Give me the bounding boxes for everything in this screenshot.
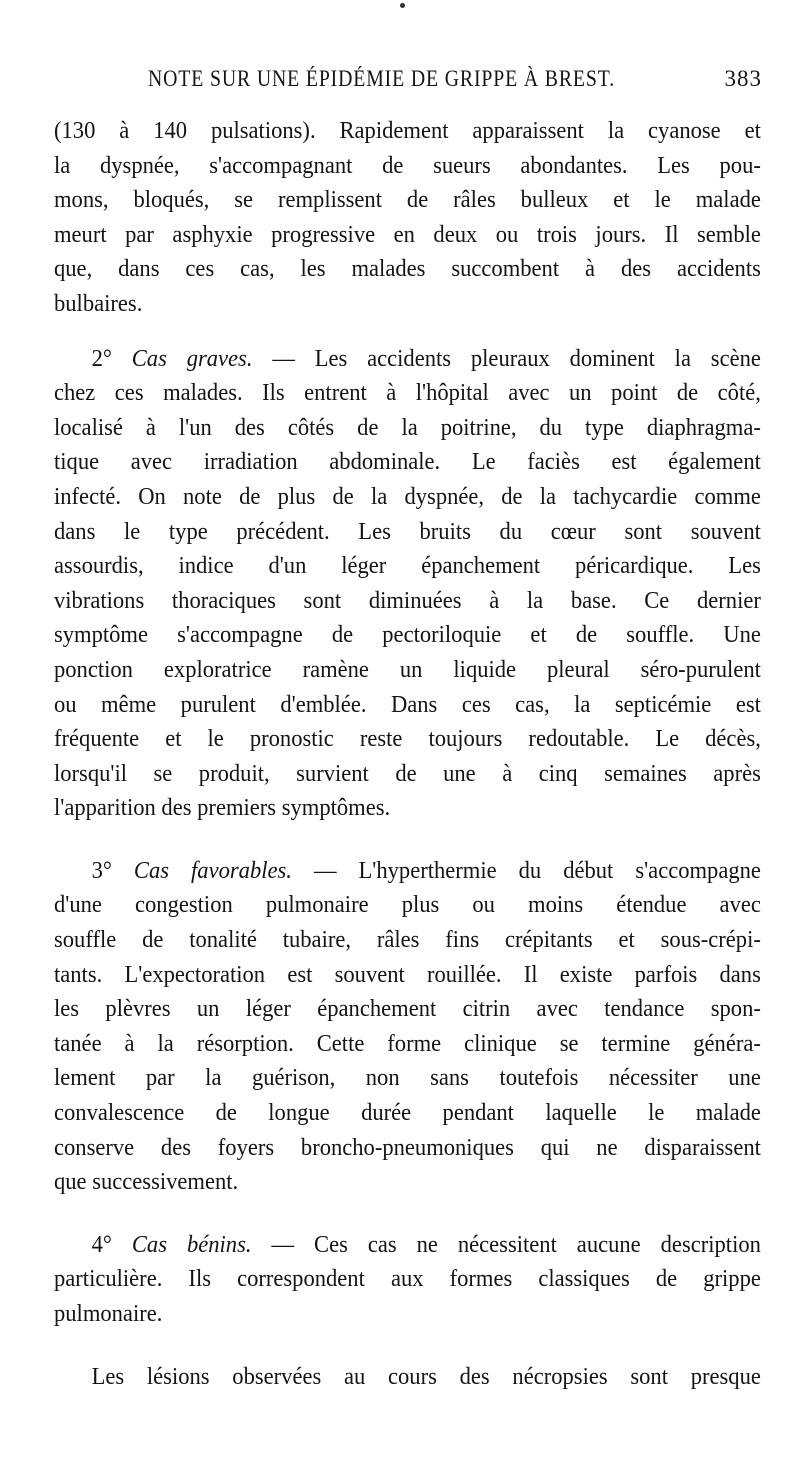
text-line: meurt par asphyxie progressive en deux ou trois jours. Il semble — [54, 221, 761, 248]
text-line: particulière. Ils correspondent aux formes classiques de grippe — [54, 1266, 761, 1293]
text-line: tanée à la résorption. Cette forme clinique se termine généra- — [54, 1030, 761, 1057]
text-line: pulmonaire. — [54, 1301, 163, 1327]
text-line: infecté. On note de plus de la dyspnée, de la tachycardie comme — [54, 483, 761, 510]
running-title: NOTE SUR UNE ÉPIDÉMIE DE GRIPPE À BREST. — [148, 66, 616, 91]
text-line — [54, 342, 761, 377]
text-line: lorsqu'il se produit, survient de une à cinq semaines après — [54, 760, 761, 787]
text-line — [54, 1228, 761, 1263]
paragraph-necropsies — [54, 1360, 761, 1395]
text-line: tique avec irradiation abdominale. Le faciès est également — [54, 449, 761, 476]
running-head — [52, 66, 762, 102]
body-text — [54, 114, 761, 1394]
paragraph-cas-graves — [54, 342, 761, 826]
section-number: 4° — [91, 1231, 112, 1258]
section-number: 2° — [91, 345, 112, 372]
text-line: ponction exploratrice ramène un liquide pleural séro-purulent — [54, 656, 761, 683]
text-line: la dyspnée, s'accompagnant de sueurs abondantes. Les pou- — [54, 152, 761, 179]
text-line: d'une congestion pulmonaire plus ou moins étendue avec — [54, 892, 761, 919]
text-line: l'apparition des premiers symptômes. — [54, 795, 391, 822]
text-line: les plèvres un léger épanchement citrin avec tendance spon- — [54, 996, 761, 1023]
text-line — [54, 854, 761, 889]
text-line: assourdis, indice d'un léger épanchement péricardique. Les — [54, 553, 761, 580]
text-line: que, dans ces cas, les malades succombent à des accidents — [54, 256, 761, 283]
text-line: souffle de tonalité tubaire, râles fins crépitants et sous-crépi- — [54, 927, 761, 954]
paragraph-continuation — [54, 114, 761, 322]
text-line: conserve des foyers broncho-pneumoniques qui ne disparaissent — [54, 1134, 761, 1161]
page-number: 383 — [724, 66, 762, 91]
ink-speck — [400, 3, 405, 8]
text-fragment: — L'hyperthermie du début s'accompagne — [313, 857, 761, 884]
text-line: fréquente et le pronostic reste toujours redoutable. Le décès, — [54, 726, 761, 753]
text-fragment: — Les accidents pleuraux dominent la scène — [272, 345, 761, 372]
text-line: Les lésions observées au cours des nécropsies sont presque — [91, 1363, 761, 1390]
paragraph-cas-favorables — [54, 854, 761, 1200]
text-line: (130 à 140 pulsations). Rapidement apparaissent la cyanose et — [54, 118, 761, 144]
text-line: dans le type précédent. Les bruits du cœur sont souvent — [54, 518, 761, 545]
text-line: ou même purulent d'emblée. Dans ces cas, la septicémie est — [54, 691, 761, 718]
section-title: Cas graves. — [131, 345, 253, 372]
section-number: 3° — [91, 857, 112, 884]
text-line: que successivement. — [54, 1169, 239, 1196]
text-line: lement par la guérison, non sans toutefois nécessiter une — [54, 1065, 761, 1092]
text-line: convalescence de longue durée pendant laquelle le malade — [54, 1100, 761, 1127]
text-line: localisé à l'un des côtés de la poitrine, du type diaphragma- — [54, 414, 761, 441]
text-fragment: — Ces cas ne nécessitent aucune description — [271, 1231, 761, 1258]
text-line: symptôme s'accompagne de pectoriloquie et de souffle. Une — [54, 622, 761, 649]
text-line: chez ces malades. Ils entrent à l'hôpital avec un point de côté, — [54, 380, 761, 407]
text-line: tants. L'expectoration est souvent rouillée. Il existe parfois dans — [54, 961, 761, 988]
text-line: vibrations thoraciques sont diminuées à la base. Ce dernier — [54, 587, 761, 614]
section-title: Cas bénins. — [131, 1231, 252, 1258]
section-title: Cas favorables. — [133, 857, 292, 884]
paragraph-cas-benins — [54, 1228, 761, 1332]
text-line: mons, bloqués, se remplissent de râles bulleux et le malade — [54, 187, 761, 214]
text-line: bulbaires. — [54, 290, 143, 317]
